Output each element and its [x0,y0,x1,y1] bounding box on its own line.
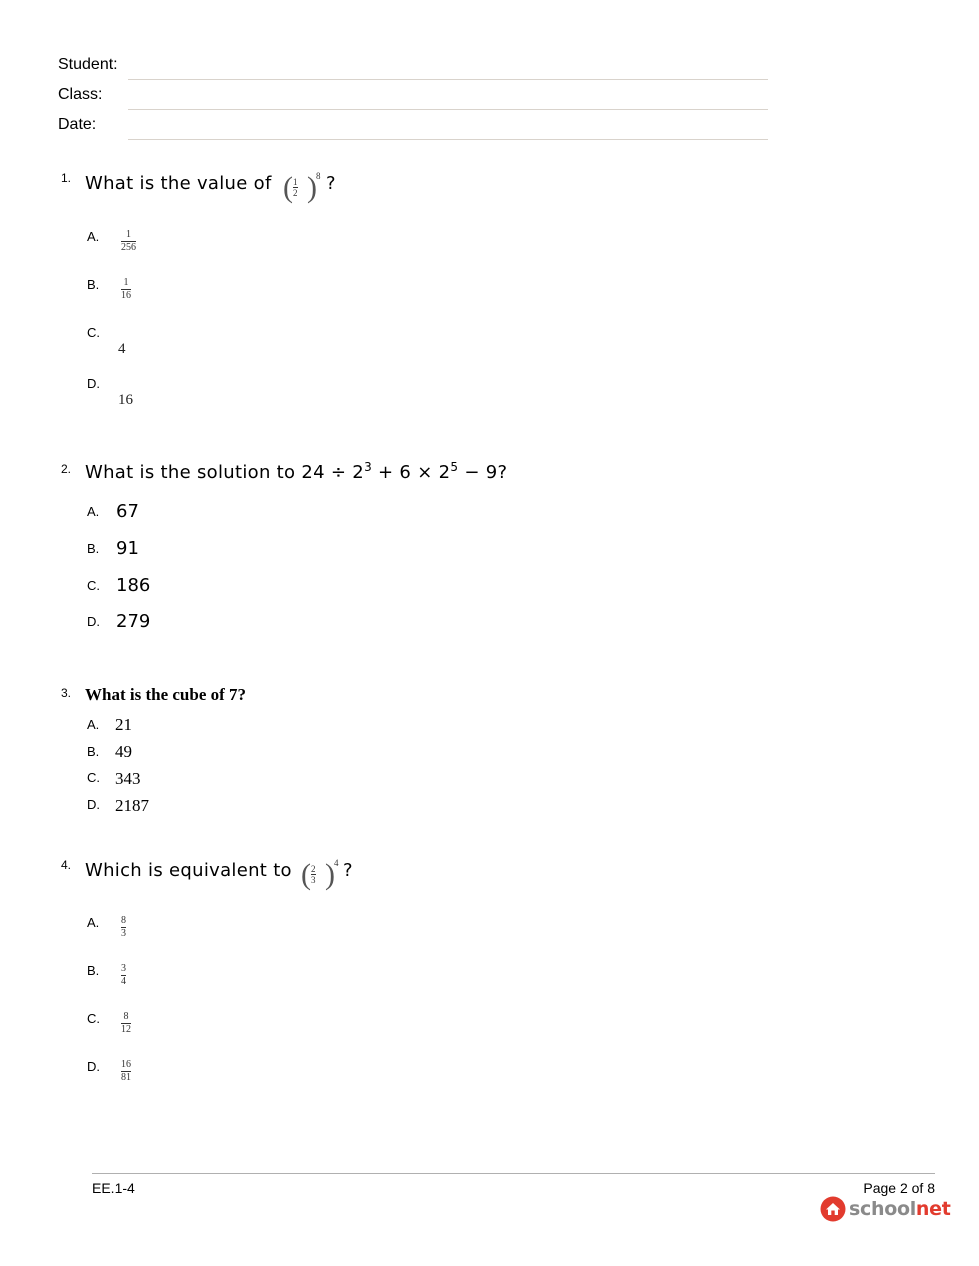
question-3-number: 3. [61,686,72,700]
q2-choice-d-letter[interactable]: D. [87,614,100,629]
question-4-text: Which is equivalent to [85,860,292,881]
q1-choice-b-value[interactable]: 1 16 [121,277,131,301]
question-4-mark: ? [343,860,353,881]
q1-choice-d-letter[interactable]: D. [87,376,100,391]
q4-choice-d-value[interactable]: 16 81 [121,1059,131,1083]
question-4-number: 4. [61,858,72,872]
q3-choice-b-letter[interactable]: B. [87,744,100,759]
q4-choice-d-letter[interactable]: D. [87,1059,100,1074]
q1-choice-c-letter[interactable]: C. [87,325,100,340]
q2-choice-c-letter[interactable]: C. [87,578,100,593]
page-indicator: Page 2 of 8 [863,1180,935,1196]
q1-choice-a-letter[interactable]: A. [87,229,100,244]
q1-expr-numerator: 1 [293,177,298,187]
q4-expr-denominator: 3 [311,875,316,885]
question-1-number: 1. [61,171,72,185]
footer-divider [92,1173,935,1174]
logo-text-school: school [849,1198,916,1220]
q3-choice-a-letter[interactable]: A. [87,717,100,732]
question-3-text: What is the cube of 7? [85,685,247,704]
q4-choice-a-value[interactable]: 8 3 [121,915,126,939]
question-1-expression: ( 1 2 ) 8 [283,171,321,204]
q3-choice-c-letter[interactable]: C. [87,770,100,785]
q2-choice-b-value[interactable]: 91 [116,538,139,559]
student-label: Student: [58,56,118,73]
date-label: Date: [58,116,97,133]
q4-choice-c-value[interactable]: 8 12 [121,1011,131,1035]
q4-expr-numerator: 2 [311,864,316,874]
question-1-mark: ? [326,173,336,194]
q1-choice-a-value[interactable]: 1 256 [121,229,136,253]
question-4-expression: ( 2 3 ) 4 [301,858,339,891]
logo-text-net: net [915,1198,951,1220]
q2-choice-c-value[interactable]: 186 [116,575,151,596]
q3-choice-a-value[interactable]: 21 [115,715,132,734]
q2-choice-a-letter[interactable]: A. [87,504,100,519]
footer-code: EE.1-4 [92,1180,135,1196]
q2-choice-d-value[interactable]: 279 [116,611,151,632]
q1-expr-denominator: 2 [293,188,298,198]
question-2-text: What is the solution to $24 \div 2^3 + 6 \times 2^5 - 9$? [85,460,508,483]
q2-choice-a-value[interactable]: 67 [116,501,139,522]
q3-choice-d-letter[interactable]: D. [87,797,100,812]
q1-choice-b-letter[interactable]: B. [87,277,100,292]
q3-choice-d-value[interactable]: 2187 [115,796,149,815]
question-1-text: What is the value of [85,173,272,194]
q1-choice-c-value[interactable]: 4 [118,341,126,357]
class-field[interactable] [128,109,768,110]
schoolnet-logo [820,1196,951,1222]
q2-choice-b-letter[interactable]: B. [87,541,100,556]
date-field[interactable] [128,139,768,140]
student-field[interactable] [128,79,768,80]
q3-choice-b-value[interactable]: 49 [115,742,132,761]
q4-choice-c-letter[interactable]: C. [87,1011,100,1026]
q4-expr-exponent: 4 [334,858,339,868]
q4-choice-b-value[interactable]: 3 4 [121,963,126,987]
house-icon [820,1196,846,1222]
q4-choice-a-letter[interactable]: A. [87,915,100,930]
question-2-number: 2. [61,462,72,476]
q4-choice-b-letter[interactable]: B. [87,963,100,978]
class-label: Class: [58,86,103,103]
q1-expr-exponent: 8 [316,171,321,181]
q1-choice-d-value[interactable]: 16 [118,392,133,408]
q3-choice-c-value[interactable]: 343 [115,769,141,788]
